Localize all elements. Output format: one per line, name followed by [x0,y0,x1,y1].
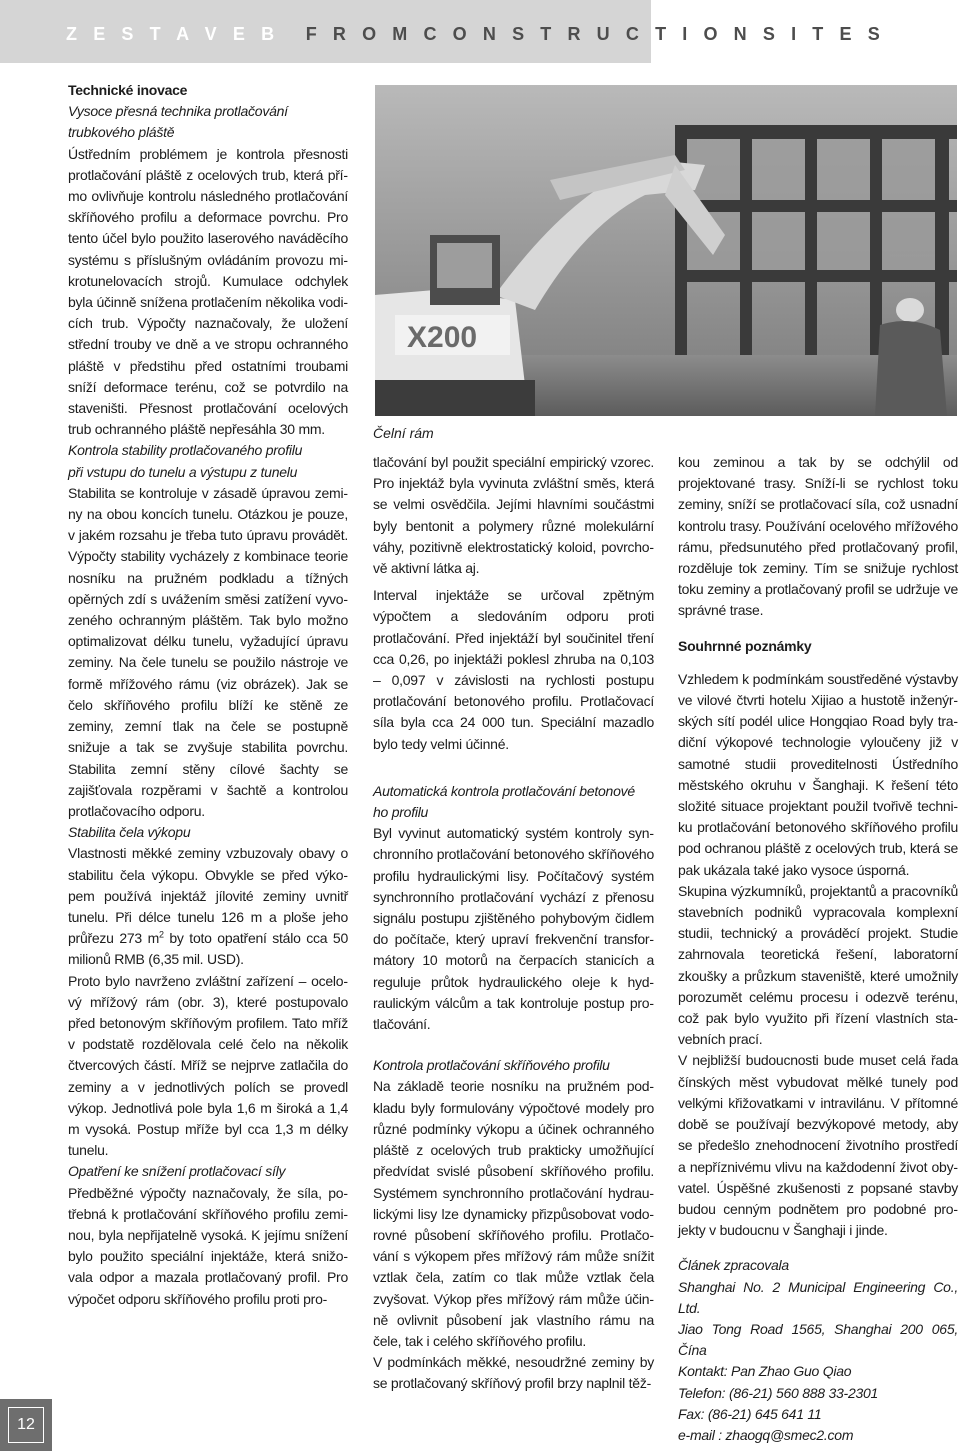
paragraph: Ústředním problémem je kontrola přesnosti protlačování pláště z ocelových trub, která přímo ovlivňuje kontrolu následného protlačování skříňového profilu a deformace povrchu. Pro tento účel bylo použito laserového naváděcího systému s příslušným ovládáním provozu mikrotunelovacích strojů. Kumulace odchylek byla účinně snížena protlačením několika vodicích trub. Výpočty naznačovaly, že uložení střední trouby ve dně a ve stropu ochranného pláště v předstihu před ostatními troubami sníží deformace terénu, což se potvrdilo na staveništi. Přesnost protlačování ocelových trub ochranného pláště nepřesáhla 30 mm. [68,145,348,438]
column-right [678,452,958,1446]
page-number-box [0,1399,52,1451]
credit-email: e-mail : zhaogq@smec2.com [678,1426,854,1443]
paragraph: Byl vyvinut automatický systém kontroly synchronního protlačování betonového skříňového profilu hydraulickými lisy. Počítačový systém synchronního protlačování vychází z přenosu signálu postupu zjištěného pohybovým čidlem do počítače, který upraví frekvenční transformátory 10 motorů na čerpacích stanicích a reguluje průtok hydraulického oleje k hydraulickým válcům a tak kontroluje postup protlačování. [373,825,654,1033]
section-name-cz: Z E S T A V E B [66,24,280,44]
credit-organization: Shanghai No. 2 Municipal Engineering Co., Ltd. [678,1278,958,1316]
subheading-stability-control: Kontrola stability protlačovaného profilu při vstupu do tunelu a výstupu z tunelu [68,442,303,480]
credit-title: Článek zpracovala [678,1257,789,1274]
excavator-photo [375,85,957,416]
section-title-summary: Souhrnné poznámky [678,637,812,654]
subheading-precision-pipe-jacking: Vysoce přesná technika protlačování trubkového pláště [68,103,288,141]
paragraph: tlačování byl použit speciální empirický vzorec. Pro injektáž byla vyvinuta zvláštní směs, která se velmi osvědčila. Jejími hlavními součástmi byly bentonit a polymery různé molekulární váhy, pozitivně elektrostatický koloid, povrchově aktivní látka aj. [373,454,654,577]
section-title-technical-innovations: Technické inovace [68,82,188,98]
subheading-force-reduction: Opatření ke snížení protlačovací síly [68,1163,286,1180]
paragraph: Vzhledem k podmínkám soustředěné výstavby ve vilové čtvrti hotelu Xijiao a hustotě inženýrských sítí podél ulice Hongqiao Road byly tradiční výkopové technologie vyloučeny již v samotné studii proveditelnosti Ústředního městského okruhu v Šanghaji. K řešení této složité situace projektant použil tvořivě techniku protlačování betonového skříňového profilu pod ochranou pláště z ocelových trub, která se pak ukázala také jako vysoce úsporná. [678,670,958,878]
machine-marking: X200 [407,321,478,354]
section-header-band [0,0,886,63]
photo-caption: Čelní rám [373,425,434,441]
paragraph: Interval injektáže se určoval zpětným výpočtem a sledováním odporu proti protlačování. Před injektáží byl součinitel tření cca 0,26, po injektáži poklesl zhruba na 0,103 – 0,097 v závislosti na rychlosti postupu protlačování betonového profilu. Protlačovací síla byla cca 24 000 tun. Speciální mazadlo bylo tedy velmi účinné. [373,587,654,752]
paragraph: Vlastnosti měkké zeminy vzbuzovaly obavy o stabilitu čela výkopu. Obvykle se před výkopem používá injektáž jílovité zeminy uvnitř tunelu. Při délce tunelu 126 m a ploše jeho průřezu 273 $m^2$ by toto opatření stálo cca 50 milionů RMB (6,35 mil. USD). [68,845,348,968]
paragraph: Předběžné výpočty naznačovaly, že síla, potřebná k protlačování skříňového profilu zeminou, byla nepřijatelně vysoká. K jejímu snížení bylo použito speciální injektáže, která snižovala odpor a mazala protlačovaný profil. Pro výpočet odporu skříňového profilu proti pro- [68,1184,348,1307]
subheading-face-stability: Stabilita čela výkopu [68,824,191,841]
credit-telephone: Telefon: (86-21) 560 888 33-2301 [678,1384,879,1401]
paragraph: V nejbližší budoucnosti bude muset celá řada čínských měst vybudovat mělké tunely pod velkými křižovatkami v intravilánu. V přítomné době se používají bezvýkopové metody, aby se předešlo znehodnocení životního prostředí a nepříznivému vlivu na každodenní život obyvatel. Úspěšné zkušenosti z popsané stavby budou cenným podnětem pro podobné projekty v budoucnu v Šanghaji i jinde. [678,1052,958,1239]
subheading-box-profile-control: Kontrola protlačování skříňového profilu [373,1057,610,1074]
section-header [66,24,885,45]
column-middle [373,452,654,1395]
credit-address: Jiao Tong Road 1565, Shanghai 200 065, Čína [678,1320,958,1359]
photo-front-frame [375,85,957,416]
paragraph: Stabilita se kontroluje v zásadě úpravou zeminy na obou koncích tunelu. Otázkou je pouze, v jakém rozsahu je třeba tuto úpravu provádět. Výpočty stability vycházely z kombinace teorie nosníku na pružném podkladu a tížných opěrných zdí s uvážením směsi zatížení vyvozeného ochranným pláštěm. Tak bylo možno optimalizovat délku tunelu, vyžadující úpravu zeminy. Na čele tunelu se použilo nástroje ve formě mřížového rámu (viz obrázek). Jak se čelo skříňového profilu blíží ke stěně ze zeminy, zemní tlak na čele se postupně snižuje a tak se zvyšuje stabilita povrchu. Stabilita zemní stěny cílové šachty se zajišťovala rozpěrami v šachtě a kontrolou protlačovacího odporu. [68,484,348,819]
article-credits [678,1255,958,1446]
credit-fax: Fax: (86-21) 645 641 11 [678,1405,822,1422]
paragraph: Proto bylo navrženo zvláštní zařízení – ocelový mřížový rám (obr. 3), které postupovalo před betonovým skříňovým profilem. Tato mříž v podstatě rozdělovala celé čelo na několik čtvercových částí. Mříž se nejprve zatlačila do zeminy a v jednotlivých polích se provedl výkop. Jednotlivá pole byla 1,6 m široká a 1,4 m vysoká. Postup mříže byl cca 1,3 m délky tunelu. [68,972,348,1159]
page-number: 12 [8,1407,44,1443]
paragraph: kou zeminou a tak by se odchýlil od projektované trasy. Sníží-li se rychlost toku zeminy, sníží se protlačovací síla, což usnadní kontrolu trasy. Používání ocelového mřížového rámu, předsunutého před protlačovaný profil, rozděluje tok zeminy. Tím se snižuje rychlost toku zeminy a protlačovaný profil se udržuje ve správné trase. [678,454,958,619]
paragraph: Na základě teorie nosníku na pružném podkladu byly formulovány výpočtové modely pro různé podmínky výkopu a účinek ochranného pláště z ocelových trub prakticky umožňující předvídat svislé působení skříňového profilu. Systémem synchronního protlačování hydraulickými lisy lze dynamicky přizpůsobovat vodorovné působení skříňového profilu. Protlačování s výkopem přes mřížový rám může snížit vztlak čela, zatím co tlak může vztlak čela zvyšovat. Výkop přes mřížový rám může účinně ovlivnit působení jak vlastního rámu na čele, tak i celého skříňového profilu. [373,1078,654,1349]
section-name-en: F R O M C O N S T R U C T I O N S I T E S [305,24,886,44]
paragraph: Skupina výzkumníků, projektantů a pracovníků stavebních podniků vypracovala komplexní studii, technický a prováděcí projekt. Studie zahrnovala teoretická řešení, laboratorní zkoušky a průzkum staveniště, které umožnily porozumět celému procesu i odezvě terénu, což pak bylo využito při řízení vlastních stavebních prací. [678,882,958,1048]
paragraph: V podmínkách měkké, nesoudržné zeminy by se protlačovaný skříňový profil brzy naplnil těž- [373,1354,654,1392]
subheading-automatic-control: Automatická kontrola protlačování betonové ho profilu [373,782,635,821]
credit-contact: Kontakt: Pan Zhao Guo Qiao [678,1363,852,1380]
column-left [68,80,348,1310]
